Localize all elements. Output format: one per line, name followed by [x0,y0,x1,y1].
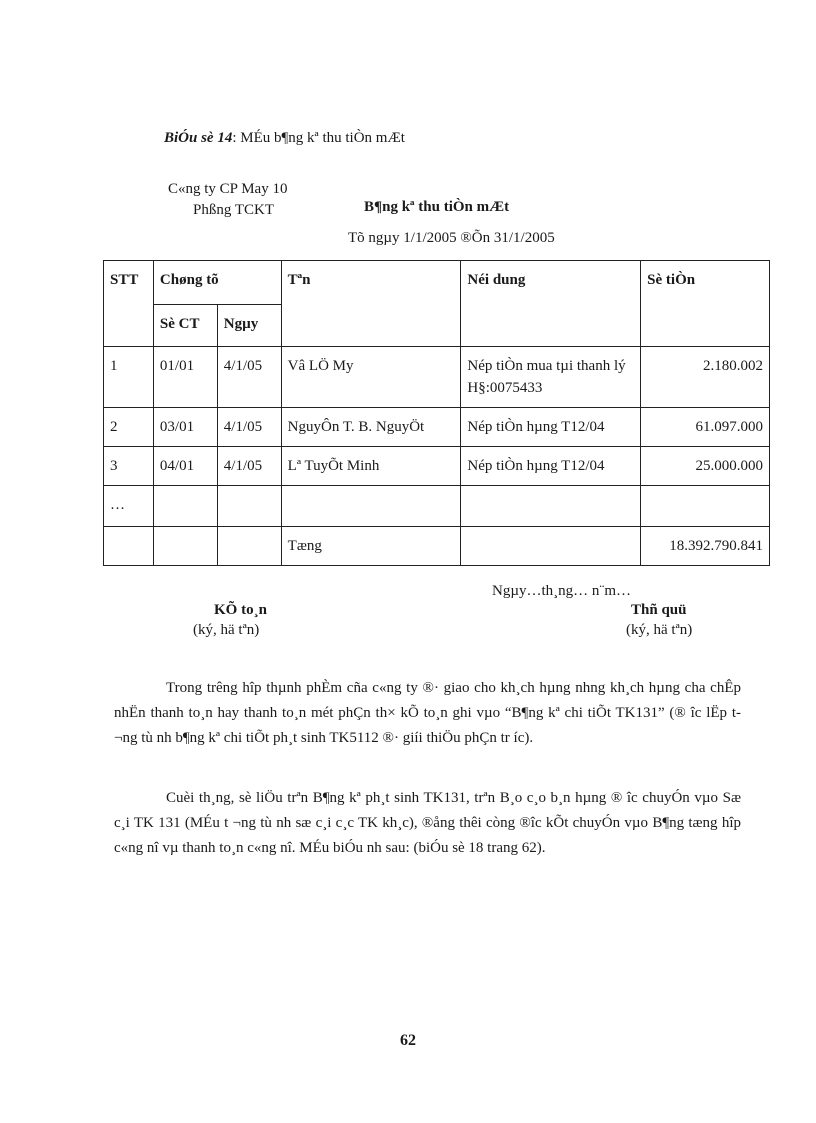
table-total-row [104,527,770,566]
body-paragraph: Cuèi th¸ng, sè liÖu trªn B¶ng kª ph¸t sinh TK131, trªn B¸o c¸o b¸n hµng ® îc chuyÓn vµo Sæ c¸i TK 131 (MÉu t ¬ng tù nh sæ c¸i c¸c TK kh¸c), ®ång thêi còng ®îc kÕt chuyÓn vµo B¶ng tæng hîp c«ng nî vµ thanh to¸n c«ng nî. MÉu biÓu nh sau: (biÓu sè 18 trang 62). [114,790,741,856]
signature-date-line: Ngµy…th¸ng… n¨m… [492,583,632,599]
header-amount: Sè tiÒn [641,261,770,347]
cell-voucher-date: 4/1/05 [217,447,281,486]
cell-amount: 25.000.000 [641,447,770,486]
figure-caption-text: : MÉu b¶ng kª thu tiÒn mÆt [232,130,405,146]
table-row [104,486,770,527]
figure-label: BiÓu sè 14 [164,130,233,146]
body-paragraph: Trong trêng hîp thµnh phÈm cña c«ng ty ®· giao cho kh¸ch hµng nhng kh¸ch hµng cha chÊp nhËn thanh to¸n hay thanh to¸n mét phÇn th× kÕ to¸n ghi vµo “B¶ng kª chi tiÕt TK131” (® îc lËp t ¬ng tù nh b¶ng kª chi tiÕt ph¸t sinh TK5112 ®· giíi thiÖu phÇn tr íc). [114,680,741,746]
header-voucher: Chøng tõ [153,261,281,305]
cell-voucher-no: 03/01 [153,408,217,447]
accountant-title: KÕ to¸n [214,602,267,618]
company-name: C«ng ty CP May 10 [168,181,288,197]
figure-caption [164,130,405,147]
cell-name [281,486,461,527]
accountant-sign-note: (ký, hä tªn) [193,622,260,638]
cell-stt: 3 [104,447,154,486]
cell-stt: 2 [104,408,154,447]
cell-voucher-date: 4/1/05 [217,347,281,408]
table-row [104,347,770,408]
cell-name: Lª TuyÕt Minh [281,447,461,486]
cashier-sign-note: (ký, hä tªn) [626,622,693,638]
cell-stt: 1 [104,347,154,408]
cell-voucher-no: 01/01 [153,347,217,408]
table-row [104,408,770,447]
cell-amount: 2.180.002 [641,347,770,408]
cell-voucher-date: 4/1/05 [217,408,281,447]
cell-content [461,486,641,527]
table-row [104,447,770,486]
report-period: Tõ ngµy 1/1/2005 ®Õn 31/1/2005 [348,230,555,246]
cell-voucher-no: 04/01 [153,447,217,486]
cell-name: NguyÔn T. B. NguyÖt [281,408,461,447]
cell-voucher-date [217,486,281,527]
table-header-row [104,261,770,305]
cashier-title: Thñ quü [631,602,687,618]
cell-content: Nép tiÒn mua tµi thanh lý H§:0075433 [461,347,641,408]
header-voucher-no: Sè CT [153,305,217,347]
header-name: Tªn [281,261,461,347]
page-number: 62 [400,1032,416,1049]
cash-receipt-table [103,260,770,566]
cell-amount: 61.097.000 [641,408,770,447]
total-amount: 18.392.790.841 [641,527,770,566]
cell-amount [641,486,770,527]
document-title: B¶ng kª thu tiÒn mÆt [364,199,510,215]
cell-content: Nép tiÒn hµng T12/04 [461,408,641,447]
department-name: Phßng TCKT [193,202,274,218]
header-content: Néi dung [461,261,641,347]
header-voucher-date: Ngµy [217,305,281,347]
cell-content: Nép tiÒn hµng T12/04 [461,447,641,486]
header-stt: STT [104,261,154,347]
cell-name: Vâ LÖ My [281,347,461,408]
cell-voucher-no [153,486,217,527]
total-label: Tæng [281,527,461,566]
cell-stt: … [104,486,154,527]
